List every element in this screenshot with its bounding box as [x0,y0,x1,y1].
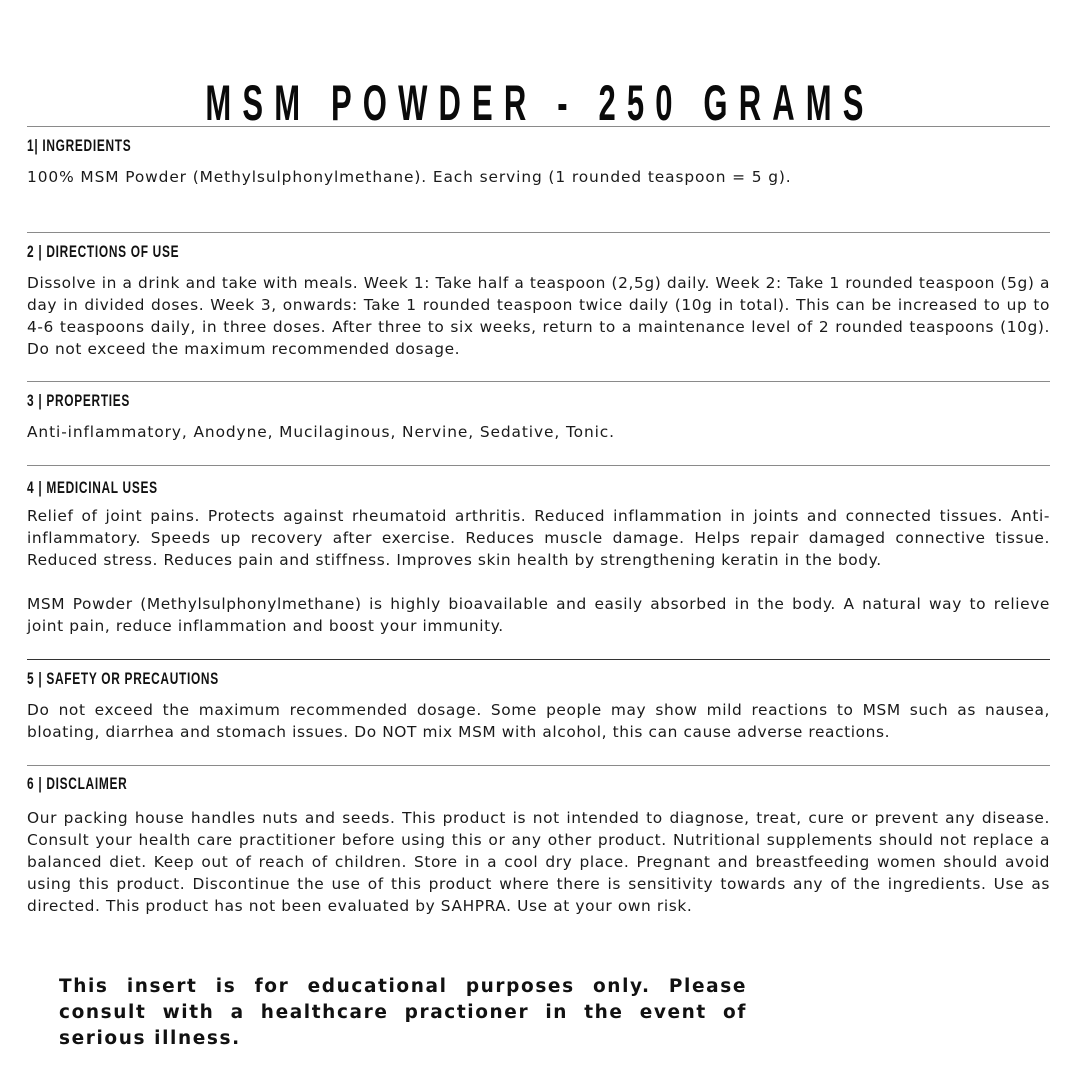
ingredients-text: 100% MSM Powder (Methylsulphonylmethane). Each serving (1 rounded teaspoon = 5 g). [27,168,792,186]
medicinal-uses-text: Relief of joint pains. Protects against rheumatoid arthritis. Reduced inflammation in joints and connected tissues. Anti-inflammatory. Speeds up recovery after exercise. Reduces muscle damage. Helps repair damaged connective tissue. Reduced stress. Reduces pain and stiffness. Improves skin health by strengthening keratin in the body. [27,507,1050,569]
section-divider [27,126,1050,127]
section-heading-directions: 2 | DIRECTIONS OF USE [27,242,180,261]
disclaimer-text: Our packing house handles nuts and seeds. This product is not intended to diagnose, treat, cure or prevent any disease. Consult your health care practitioner before using this or any other product. Nutritional supplements should not replace a balanced diet. Keep out of reach of children. Store in a cool dry place. Pregnant and breastfeeding women should avoid using this product. Discontinue the use of this product where there is sensitivity towards any of the ingredients. Use as directed. This product has not been evaluated by SAHPRA. Use at your own risk. [27,809,1050,915]
section-heading-medicinal-uses: 4 | MEDICINAL USES [27,478,158,497]
section-heading-ingredients: 1| INGREDIENTS [27,136,132,155]
section-divider [27,232,1050,233]
section-heading-safety: 5 | SAFETY OR PRECAUTIONS [27,669,219,688]
section-heading-properties: 3 | PROPERTIES [27,391,131,410]
educational-note: This insert is for educational purposes only. Please consult with a healthcare practioner in the event of serious illness. [59,976,747,1049]
safety-text: Do not exceed the maximum recommended dosage. Some people may show mild reactions to MSM such as nausea, bloating, diarrhea and stomach issues. Do NOT mix MSM with alcohol, this can cause adverse reactions. [27,701,1050,741]
section-divider [27,381,1050,382]
section-heading-disclaimer: 6 | DISCLAIMER [27,774,128,793]
properties-text: Anti-inflammatory, Anodyne, Mucilaginous, Nervine, Sedative, Tonic. [27,423,615,441]
page-title: MSM POWDER - 250 GRAMS [205,74,875,131]
directions-text: Dissolve in a drink and take with meals. Week 1: Take half a teaspoon (2,5g) daily. Week 2: Take 1 rounded teaspoon (5g) a day in divided doses. Week 3, onwards: Take 1 rounded teaspoon twice daily (10g in total). This can be increased to up to 4-6 teaspoons daily, in three doses. After three to six weeks, return to a maintenance level of 2 rounded teaspoons (10g). Do not exceed the maximum recommended dosage. [27,274,1050,358]
section-divider [27,765,1050,766]
section-divider [27,659,1050,660]
medicinal-uses-summary: MSM Powder (Methylsulphonylmethane) is highly bioavailable and easily absorbed in the body. A natural way to relieve joint pain, reduce inflammation and boost your immunity. [27,595,1050,635]
section-divider [27,465,1050,466]
